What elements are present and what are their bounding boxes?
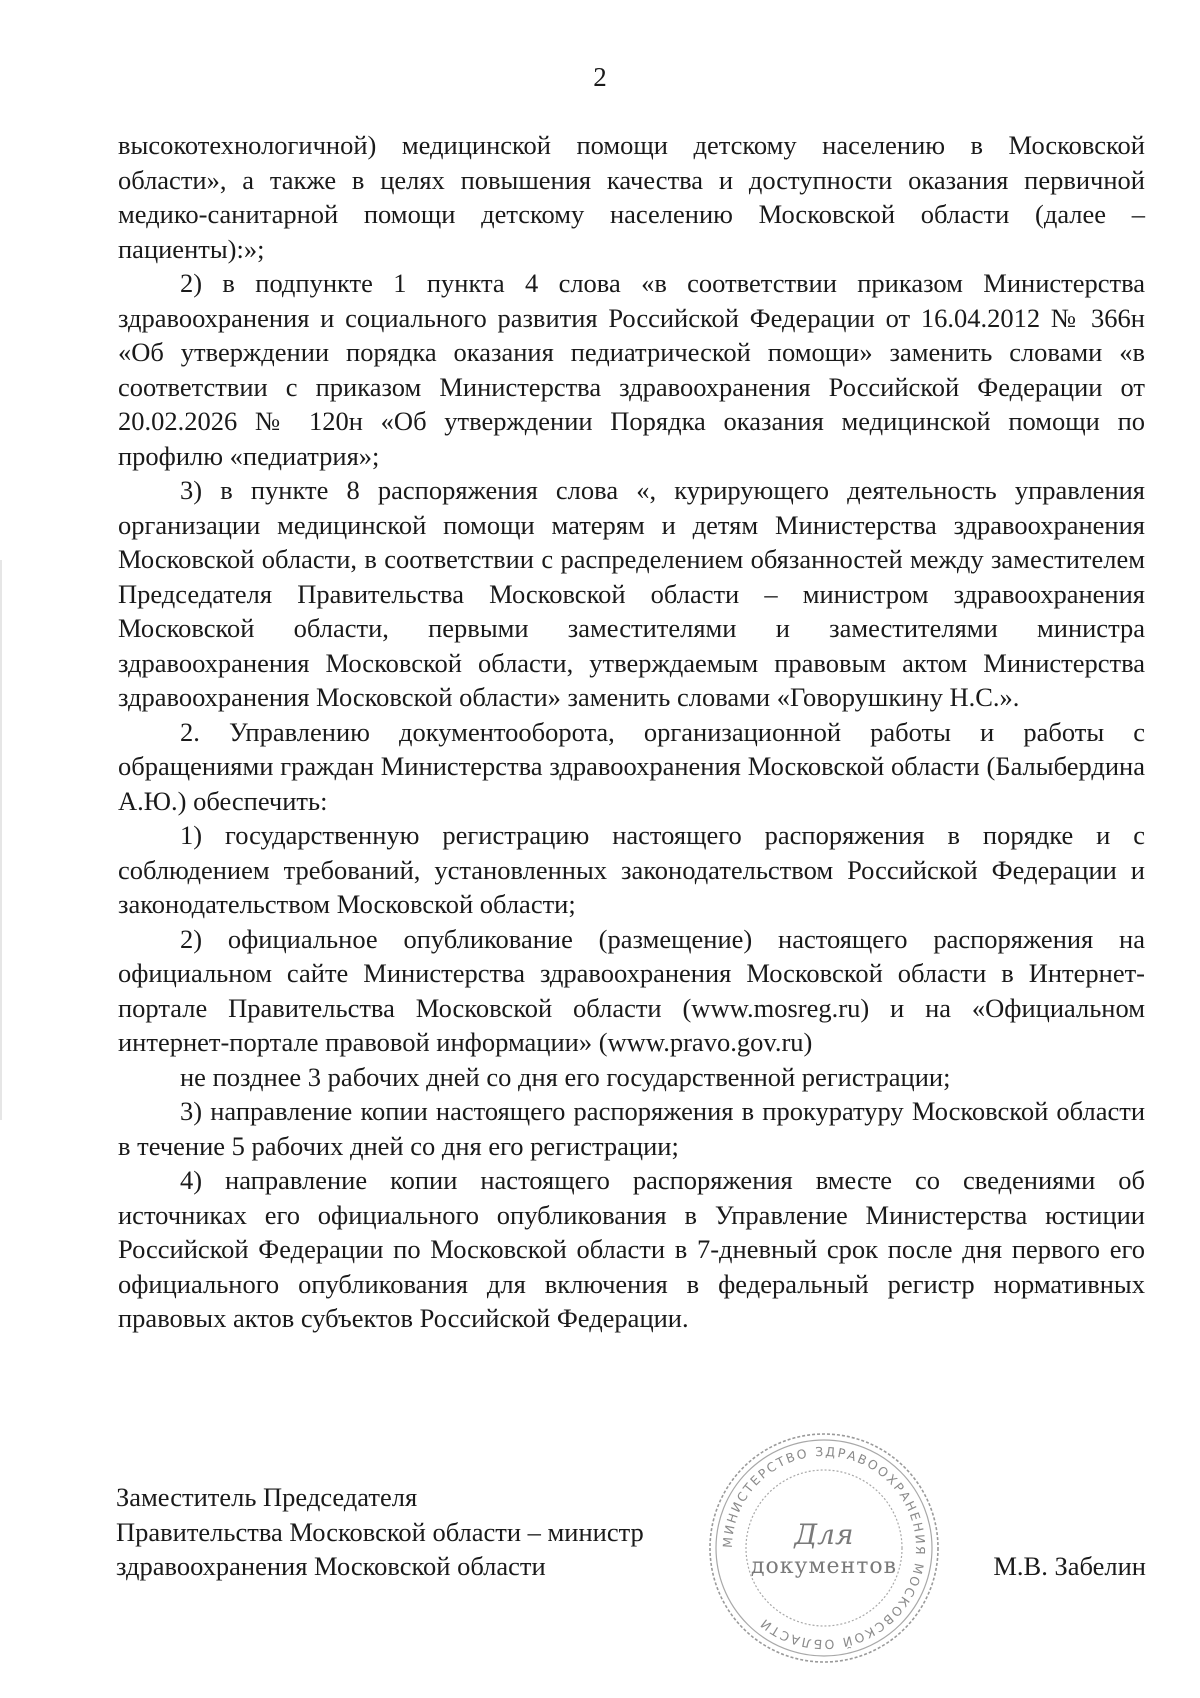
- paragraph-continuation: высокотехнологичной) медицинской помощи детскому населению в Московской области», а также в целях повышения качества и доступности оказания первичной медико-санитарной помощи детскому населению Московской области (далее – пациенты):»;: [118, 130, 1145, 264]
- paragraph-justice-ministry: 4) направление копии настоящего распоряжения вместе со сведениями об источниках его официального опубликования в Управление Министерства юстиции Российской Федерации по Московской области в 7-дневный срок после дня первого его официального опубликования для включения в федеральный регистр нормативных правовых актов субъектов Российской Федерации.: [118, 1165, 1145, 1333]
- signer-position-line-3: здравоохранения Московской области: [116, 1551, 546, 1581]
- signer-position-line-1: Заместитель Председателя: [116, 1482, 418, 1512]
- page-number: 2: [593, 62, 607, 92]
- official-seal: [706, 1430, 942, 1666]
- document-body: [118, 128, 1145, 1336]
- paragraph-item-2: 2. Управлению документооборота, организационной работы и работы с обращениями граждан Министерства здравоохранения Московской области (Балыбердина А.Ю.) обеспечить:: [118, 716, 1145, 816]
- paragraph-registration: 1) государственную регистрацию настоящего распоряжения в порядке и с соблюдением требований, установленных законодательством Российской Федерации и законодательством Московской области;: [118, 820, 1145, 919]
- paragraph-subitem-3: 3) в пункте 8 распоряжения слова «, курирующего деятельность управления организации медицинской помощи матерям и детям Министерства здравоохранения Московской области, в соответствии с распределением обязанностей между заместителем Председателя Правительства Московской области – министром здравоохранения Московской области, первыми заместителями и заместителями министра здравоохранения Московской области, утверждаемым правовым актом Министерства здравоохранения Московской области» заменить словами «Говорушкину Н.С.».: [118, 475, 1145, 712]
- signer-position-line-2: Правительства Московской области – министр: [116, 1516, 644, 1547]
- signer-name: М.В. Забелин: [993, 1551, 1146, 1581]
- signature-block: [116, 1480, 644, 1584]
- scan-edge-mark: [0, 560, 2, 1120]
- paragraph-subitem-2: 2) в подпункте 1 пункта 4 слова «в соответствии приказом Министерства здравоохранения и социального развития Российской Федерации от 16.04.2012 № 366н «Об утверждении порядка оказания педиатрической помощи» заменить словами «в соответствии с приказом Министерства здравоохранения Российской Федерации от 20.02.2026 № 120н «Об утверждении Порядка оказания медицинской помощи по профилю «педиатрия»;: [118, 268, 1145, 471]
- paragraph-publication: 2) официальное опубликование (размещение) настоящего распоряжения на официальном сайте Министерства здравоохранения Московской области в Интернет-портале Правительства Московской области (www.mosreg.ru) и на «Официальном интернет-портале правовой информации» (www.pravo.gov.ru): [118, 923, 1145, 1057]
- seal-text-line-1: Для: [794, 1518, 854, 1551]
- paragraph-prosecutor: 3) направление копии настоящего распоряжения в прокуратуру Московской области в течение 5 рабочих дней со дня его регистрации;: [118, 1096, 1145, 1161]
- seal-ring-text: МИНИСТЕРСТВО ЗДРАВООХРАНЕНИЯ МОСКОВСКОЙ ОБЛАСТИ: [719, 1443, 929, 1653]
- seal-text-line-2: документов: [750, 1554, 898, 1579]
- paragraph-deadline: не позднее 3 рабочих дней со дня его государственной регистрации;: [180, 1061, 951, 1092]
